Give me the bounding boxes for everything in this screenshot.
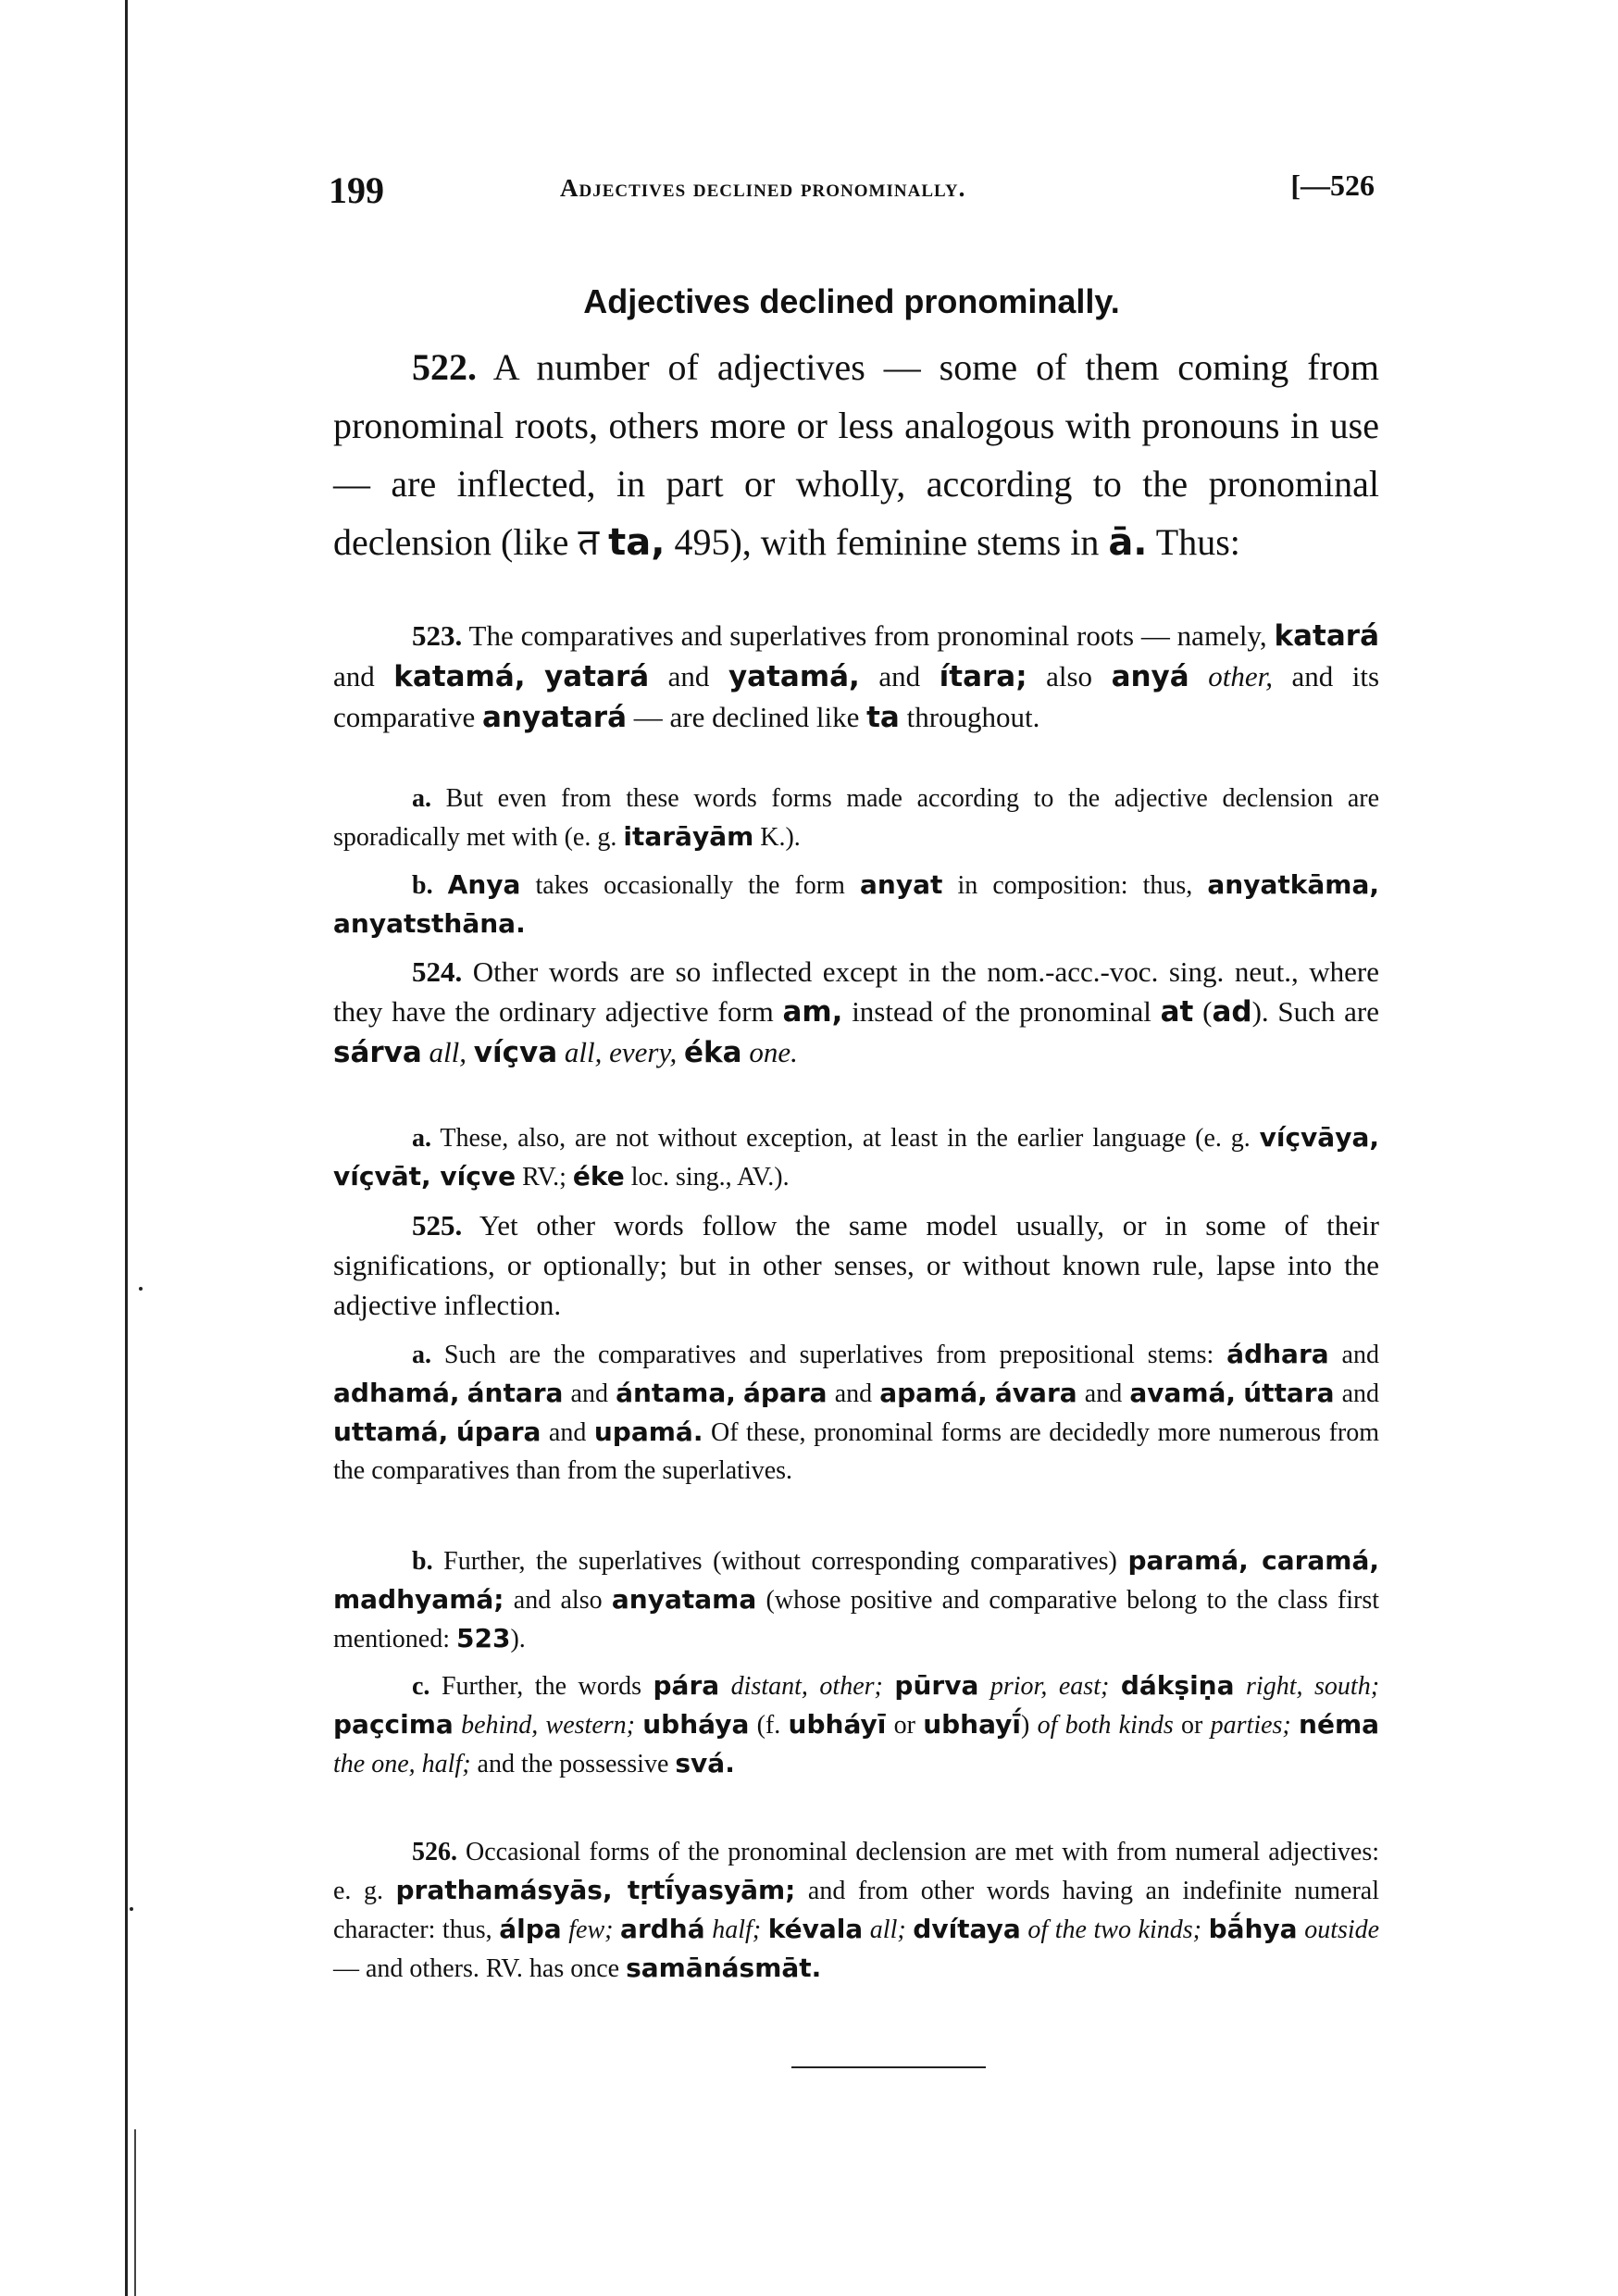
term: ubhayī́ <box>923 1709 1021 1740</box>
gloss: prior, east; <box>989 1672 1110 1701</box>
paragraph-letter: a. <box>412 1341 431 1369</box>
text: But even from these words forms made according to the adjective declension are sporadically met with (e. g. <box>333 784 1379 852</box>
term: anyatkāma, anyatsthāna. <box>333 869 1379 939</box>
text: Of these, pronominal forms are decidedly more numerous from the comparatives than from the superlatives. <box>333 1418 1379 1485</box>
page-header <box>329 168 1375 224</box>
term: bā́hya <box>1208 1914 1298 1944</box>
text <box>526 660 545 693</box>
scan-edge-line <box>125 0 128 2296</box>
paragraph-number: 522. <box>412 346 477 388</box>
paragraph-524a <box>333 1118 1379 1196</box>
term: pūrva <box>894 1670 979 1701</box>
text: and from other words having an indefinite numeral character: thus, <box>333 1877 1380 1944</box>
text: Thus: <box>1147 521 1240 563</box>
running-title: Adjectives declined pronominally. <box>560 174 966 202</box>
paragraph-525b <box>333 1541 1379 1658</box>
gloss: of the two kinds; <box>1027 1915 1201 1944</box>
term: paçcima <box>333 1709 454 1740</box>
term: itarāyām <box>623 821 754 852</box>
term: am, <box>782 995 843 1029</box>
text: Further, the words <box>429 1672 653 1701</box>
text: K.). <box>753 823 801 852</box>
text: (f. <box>749 1711 789 1740</box>
section-reference: [—526 <box>1290 168 1375 202</box>
text: takes occasionally the form <box>520 871 860 900</box>
text: RV.; <box>516 1163 573 1192</box>
paragraph-523b <box>333 866 1379 943</box>
text: 495), with feminine stems in <box>665 521 1109 563</box>
term: Anya <box>447 869 521 900</box>
gloss: right, south; <box>1246 1672 1380 1701</box>
text <box>448 1418 456 1447</box>
text <box>1236 1379 1243 1408</box>
text <box>635 1711 642 1740</box>
term: uttamá, <box>333 1416 449 1447</box>
text: and <box>563 1379 616 1408</box>
paragraph-525 <box>333 1205 1379 1325</box>
paragraph-letter: a. <box>412 784 431 813</box>
gloss: all, every, <box>564 1036 678 1068</box>
gloss: other, <box>1208 660 1273 693</box>
text: Such are the comparatives and superlatives from prepositional stems: <box>431 1341 1227 1369</box>
paragraph-letter: b. <box>412 1547 433 1576</box>
text: Yet other words follow the same model usually, or in some of their significations, or optionally; but in other senses, or without known rule, lapse into the adjective inflection. <box>333 1209 1379 1321</box>
term: at <box>1160 995 1194 1029</box>
term: ubháya <box>642 1709 750 1740</box>
text: Other words are so inflected except in the nom.-acc.-voc. sing. neut., where they have the ordinary adjective form <box>333 955 1379 1028</box>
text: ). Such are <box>1251 995 1379 1028</box>
text <box>1291 1711 1299 1740</box>
text <box>988 1379 995 1408</box>
text <box>761 1915 768 1944</box>
term: éke <box>572 1161 625 1192</box>
term: ántara <box>467 1378 564 1408</box>
term: ántama, <box>616 1378 736 1408</box>
term: katará <box>1274 619 1379 653</box>
text: These, also, are not without exception, at least in the earlier language (e. g. <box>431 1124 1260 1153</box>
scan-speck <box>139 1287 143 1291</box>
term: ítara; <box>939 660 1027 693</box>
term: prathamásyās, tṛtī́yasyām; <box>395 1875 796 1905</box>
gloss: one. <box>749 1036 798 1068</box>
gloss: distant, other; <box>730 1672 883 1701</box>
term: anyatará <box>481 701 628 734</box>
term: víçvāya, víçvāt, víçve <box>333 1122 1379 1192</box>
scan-speck <box>130 1907 133 1911</box>
cross-reference: 523 <box>455 1623 511 1653</box>
term: yatamá, <box>728 660 860 693</box>
gloss: of both kinds <box>1037 1711 1174 1740</box>
paragraph-522 <box>333 338 1379 572</box>
text <box>1201 1915 1209 1944</box>
term: sárva <box>333 1036 422 1069</box>
term: svá. <box>675 1748 735 1778</box>
term: víçva <box>473 1036 558 1069</box>
text: and <box>333 660 394 693</box>
gloss: few; <box>568 1915 614 1944</box>
term: dvítaya <box>913 1914 1021 1944</box>
term: néma <box>1299 1709 1380 1740</box>
text: also <box>1027 660 1112 693</box>
term: úpara <box>455 1416 541 1447</box>
paragraph-524 <box>333 952 1379 1073</box>
term: ávara <box>994 1378 1077 1408</box>
text: and <box>859 660 940 693</box>
term: apamá, <box>879 1378 988 1408</box>
term: ápara <box>743 1378 828 1408</box>
text: and <box>1077 1379 1130 1408</box>
text: or <box>1173 1711 1211 1740</box>
gloss: outside <box>1304 1915 1380 1944</box>
term: ádhara <box>1226 1339 1329 1369</box>
paragraph-525c <box>333 1666 1379 1783</box>
page-number: 199 <box>329 169 384 211</box>
term: ta <box>866 701 900 734</box>
term: ā. <box>1108 521 1148 564</box>
term: adhamá, <box>333 1378 460 1408</box>
text: and the possessive <box>470 1750 676 1778</box>
text: ). <box>510 1625 526 1653</box>
text: and <box>1328 1341 1379 1369</box>
term: dákṣiṇa <box>1120 1670 1235 1701</box>
paragraph-letter: c. <box>412 1672 430 1701</box>
gloss: parties; <box>1210 1711 1291 1740</box>
term: kévala <box>767 1914 864 1944</box>
text: The comparatives and superlatives from pronominal roots — namely, <box>468 619 1275 652</box>
text: and <box>827 1379 880 1408</box>
term: úttara <box>1243 1378 1335 1408</box>
term: samānásmāt. <box>626 1953 822 1983</box>
text: throughout. <box>899 701 1040 733</box>
text: A number of adjectives — some of them coming from pronominal roots, others more or less analogous with pronouns in use — are inflected, in part or wholly, according to the pronominal declension (like <box>333 346 1380 563</box>
text: and <box>1334 1379 1380 1408</box>
term: ta, <box>608 521 666 564</box>
scan-edge-line-lower <box>134 2129 136 2296</box>
text <box>467 1036 474 1068</box>
text: — and others. RV. has once <box>333 1954 627 1983</box>
term: éka <box>684 1036 742 1069</box>
text: and <box>541 1418 594 1447</box>
text <box>883 1672 895 1701</box>
paragraph-525a <box>333 1335 1379 1490</box>
text: ) <box>1020 1711 1038 1740</box>
paragraph-number: 526. <box>412 1838 457 1866</box>
paragraph-number: 525. <box>412 1209 463 1242</box>
text: Further, the superlatives (without corresponding comparatives) <box>432 1547 1128 1576</box>
text: and also <box>504 1586 612 1615</box>
devanagari-glyph: त <box>578 521 600 563</box>
term: ardhá <box>620 1914 705 1944</box>
paragraph-523 <box>333 616 1379 738</box>
text <box>613 1915 620 1944</box>
gloss: behind, western; <box>461 1711 635 1740</box>
text: (whose positive and comparative belong to the class first mentioned: <box>333 1586 1379 1653</box>
text: and <box>649 660 728 693</box>
term: anyá <box>1111 660 1189 693</box>
paragraph-number: 523. <box>412 619 463 652</box>
term: ubháyī <box>788 1709 887 1740</box>
text: instead of the pronominal <box>842 995 1161 1028</box>
term: ad <box>1212 995 1252 1029</box>
gloss: all, <box>429 1036 467 1068</box>
text: in composition: thus, <box>942 871 1208 900</box>
paragraph-number: 524. <box>412 955 463 988</box>
term: avamá, <box>1129 1378 1237 1408</box>
text <box>677 1036 684 1068</box>
paragraph-letter: b. <box>412 871 433 900</box>
text: and its comparative <box>333 660 1380 733</box>
paragraph-523a <box>333 780 1379 856</box>
term: anyatama <box>611 1584 757 1615</box>
text <box>736 1379 743 1408</box>
term: anyat <box>860 869 943 900</box>
text: loc. sing., AV.). <box>624 1163 790 1192</box>
text: ( <box>1193 995 1213 1028</box>
term: pára <box>653 1670 720 1701</box>
gloss: all; <box>869 1915 906 1944</box>
term: yatará <box>544 660 650 693</box>
term: álpa <box>499 1914 562 1944</box>
paragraph-526 <box>333 1833 1379 1988</box>
term: paramá, caramá, madhyamá; <box>333 1545 1379 1615</box>
term: katamá, <box>393 660 526 693</box>
section-title: Adjectives declined pronominally. <box>583 282 1120 320</box>
text: or <box>886 1711 924 1740</box>
gloss: the one, half; <box>333 1750 471 1778</box>
closing-rule <box>791 2066 986 2068</box>
text <box>1109 1672 1121 1701</box>
text <box>459 1379 467 1408</box>
text: Occasional forms of the pronominal declension are met with from numeral adjectives: e. g. <box>333 1838 1379 1905</box>
paragraph-letter: a. <box>412 1124 431 1153</box>
gloss: half; <box>712 1915 762 1944</box>
term: upamá. <box>593 1416 703 1447</box>
text: — are declined like <box>627 701 867 733</box>
